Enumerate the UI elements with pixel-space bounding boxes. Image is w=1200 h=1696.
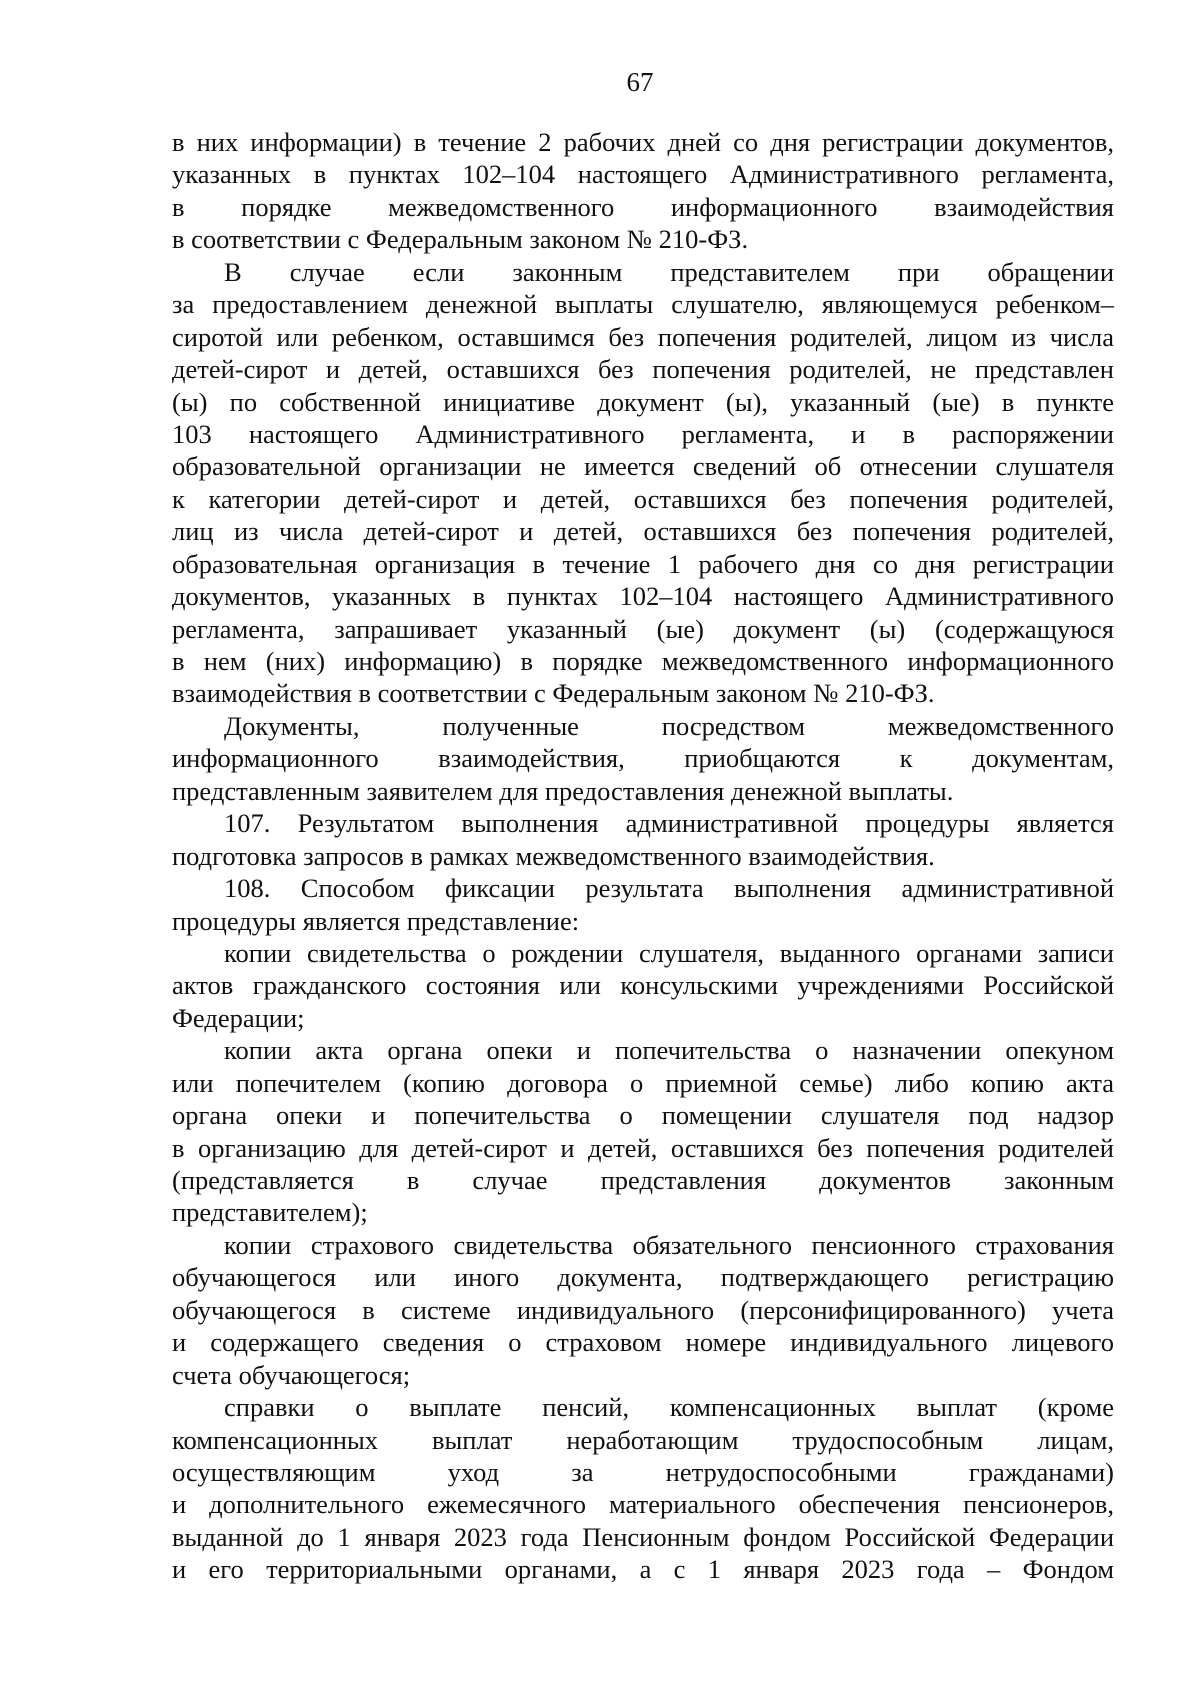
text-line: лиц из числа детей-сирот и детей, оставшихся без попечения родителей, (172, 516, 1114, 547)
text-line: за предоставлением денежной выплаты слушателю, являющемуся ребенком– (172, 289, 1114, 320)
text-line: 103 настоящего Административного регламента, и в распоряжении (172, 418, 1114, 449)
paragraph (172, 710, 1114, 807)
text-line: В случае если законным представителем при обращении (224, 256, 1114, 287)
text-line: копии страхового свидетельства обязательного пенсионного страхования (224, 1229, 1114, 1260)
paragraph (172, 1229, 1114, 1391)
text-line: процедуры является представление: (172, 905, 580, 936)
text-line: регламента, запрашивает указанный (ые) документ (ы) (содержащуюся (172, 613, 1114, 644)
text-line: копии акта органа опеки и попечительства о назначении опекуном (224, 1035, 1114, 1066)
page-number: 67 (626, 67, 654, 97)
text-line: Федерации; (172, 1002, 305, 1033)
text-line: органа опеки и попечительства о помещении слушателя под надзор (172, 1100, 1114, 1131)
text-line: или попечителем (копию договора о приемной семье) либо копию акта (172, 1067, 1114, 1098)
text-line: подготовка запросов в рамках межведомственного взаимодействия. (172, 840, 935, 871)
text-line: указанных в пунктах 102–104 настоящего Административного регламента, (172, 159, 1114, 190)
text-line: сиротой или ребенком, оставшимся без попечения родителей, лицом из числа (172, 321, 1114, 352)
paragraph (172, 807, 1114, 872)
text-line: в организацию для детей-сирот и детей, оставшихся без попечения родителей (172, 1132, 1114, 1163)
text-line: взаимодействия в соответствии с Федеральным законом № 210-ФЗ. (172, 678, 935, 709)
text-line: 108. Способом фиксации результата выполнения административной (224, 873, 1114, 904)
text-line: компенсационных выплат неработающим трудоспособным лицам, (172, 1424, 1114, 1455)
text-line: в них информации) в течение 2 рабочих дней со дня регистрации документов, (172, 127, 1114, 157)
text-line: детей-сирот и детей, оставшихся без попечения родителей, не представлен (172, 354, 1114, 385)
text-line: к категории детей-сирот и детей, оставшихся без попечения родителей, (172, 483, 1114, 514)
paragraph (172, 256, 1114, 710)
text-line: представителем); (172, 1197, 368, 1228)
document-body (172, 126, 1114, 1586)
text-line: и содержащего сведения о страховом номере индивидуального лицевого (172, 1327, 1114, 1358)
text-line: и его территориальными органами, а с 1 января 2023 года – Фондом (172, 1554, 1114, 1585)
text-line: (ы) по собственной инициативе документ (ы), указанный (ые) в пункте (172, 386, 1114, 417)
text-line: счета обучающегося; (172, 1359, 411, 1390)
text-line: выданной до 1 января 2023 года Пенсионным фондом Российской Федерации (172, 1521, 1114, 1552)
text-line: в порядке межведомственного информационного взаимодействия (172, 191, 1114, 222)
text-line: обучающегося или иного документа, подтверждающего регистрацию (172, 1262, 1114, 1293)
paragraph (172, 1391, 1114, 1586)
text-line: образовательной организации не имеется сведений об отнесении слушателя (172, 451, 1114, 482)
text-line: копии свидетельства о рождении слушателя, выданного органами записи (224, 937, 1114, 968)
text-line: обучающегося в системе индивидуального (персонифицированного) учета (172, 1294, 1114, 1325)
text-line: информационного взаимодействия, приобщаются к документам, (172, 743, 1114, 774)
paragraph (172, 872, 1114, 937)
text-line: справки о выплате пенсий, компенсационных выплат (кроме (224, 1392, 1114, 1423)
text-line: Документы, полученные посредством межведомственного (224, 710, 1114, 741)
text-line: 107. Результатом выполнения административной процедуры является (224, 808, 1114, 839)
text-line: в соответствии с Федеральным законом № 210-ФЗ. (172, 224, 749, 255)
text-line: документов, указанных в пунктах 102–104 настоящего Административного (172, 581, 1114, 612)
text-line: образовательная организация в течение 1 рабочего дня со дня регистрации (172, 548, 1114, 579)
text-line: (представляется в случае представления документов законным (172, 1165, 1114, 1195)
text-line: осуществляющим уход за нетрудоспособными гражданами) (172, 1456, 1114, 1487)
paragraph (172, 126, 1114, 256)
paragraph (172, 937, 1114, 1034)
paragraph (172, 1034, 1114, 1229)
text-line: актов гражданского состояния или консульскими учреждениями Российской (172, 970, 1114, 1001)
text-line: в нем (них) информацию) в порядке межведомственного информационного (172, 646, 1114, 676)
text-line: представленным заявителем для предоставления денежной выплаты. (172, 775, 954, 806)
text-line: и дополнительного ежемесячного материального обеспечения пенсионеров, (172, 1489, 1114, 1520)
